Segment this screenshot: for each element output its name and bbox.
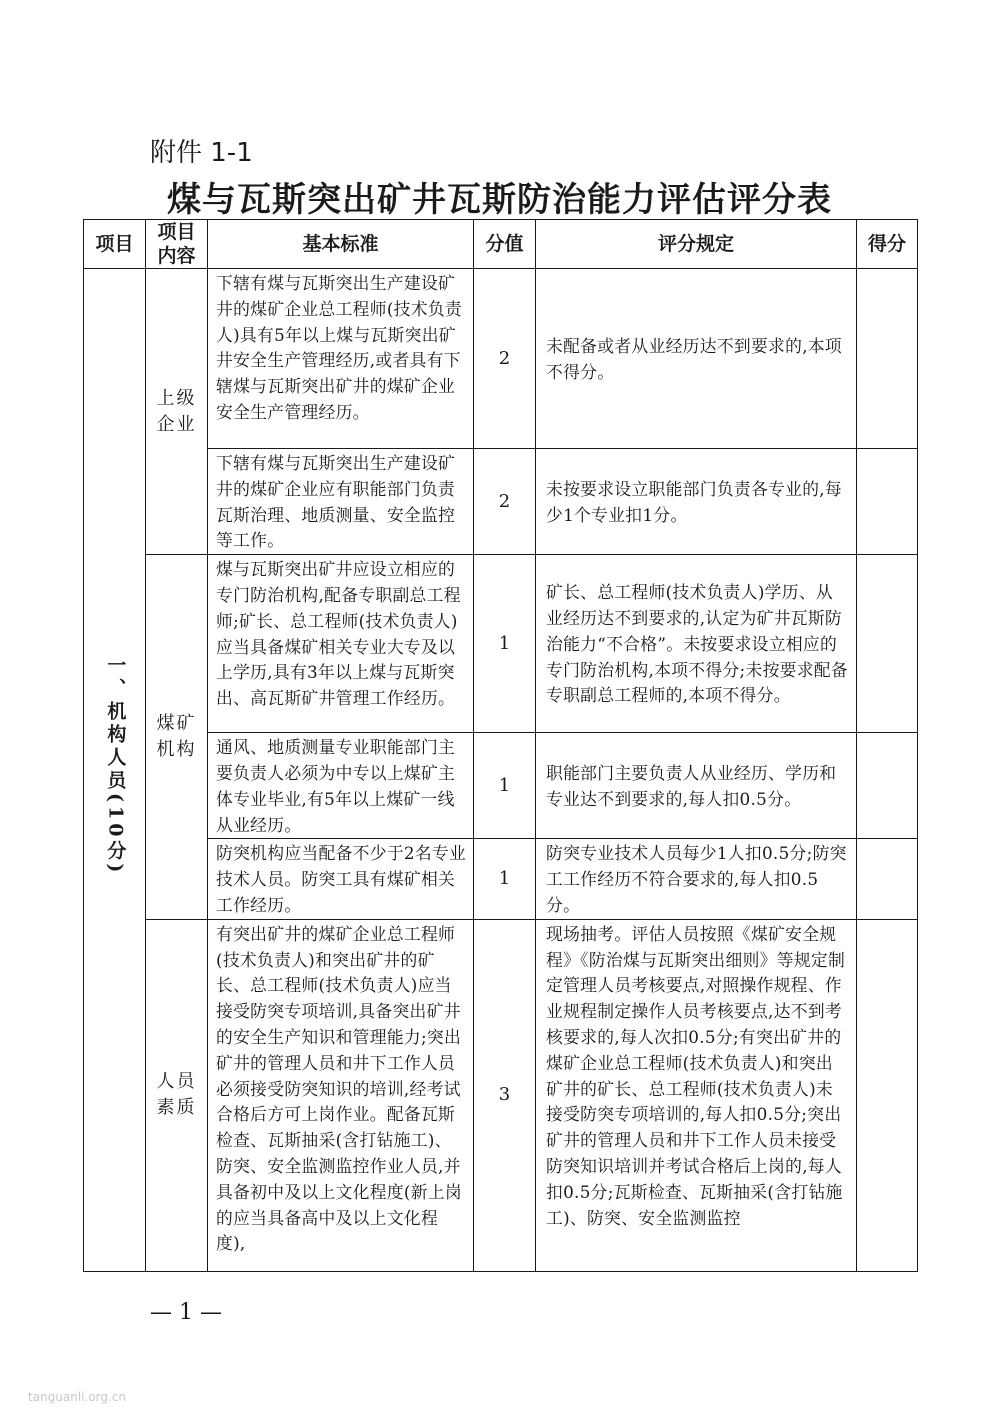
table-row (84, 449, 918, 555)
page-number: — 1 — (150, 1300, 222, 1325)
table-row (84, 269, 918, 449)
points-cell (857, 269, 918, 449)
points-cell (857, 919, 918, 1271)
score-cell: 1 (474, 839, 536, 919)
attachment-label: 附件 1-1 (150, 138, 253, 168)
score-cell: 1 (474, 555, 536, 733)
project-label: 一、机构人员(10分) (104, 655, 127, 877)
table-row (84, 555, 918, 733)
col-points: 得分 (857, 220, 918, 269)
standard-cell: 下辖有煤与瓦斯突出生产建设矿井的煤矿企业总工程师(技术负责人)具有5年以上煤与瓦斯突出矿井安全生产管理经历,或者具有下辖煤与瓦斯突出矿井的煤矿企业安全生产管理经历。 (208, 269, 474, 449)
group-cell (146, 555, 208, 920)
watermark: tanguanli.org.cn (28, 1390, 127, 1404)
rule-cell: 防突专业技术人员每少1人扣0.5分;防突工工作经历不符合要求的,每人扣0.5分。 (536, 839, 857, 919)
points-cell (857, 839, 918, 919)
rule-cell: 未配备或者从业经历达不到要求的,本项不得分。 (536, 269, 857, 449)
rule-cell: 矿长、总工程师(技术负责人)学历、从业经历达不到要求的,认定为矿井瓦斯防治能力“不合格”。未按要求设立相应的专门防治机构,本项不得分;未按要求配备专职副总工程师的,本项不得分。 (536, 555, 857, 733)
score-cell: 2 (474, 449, 536, 555)
group-name: 人员素质 (156, 1071, 197, 1119)
rule-cell: 未按要求设立职能部门负责各专业的,每少1个专业扣1分。 (536, 449, 857, 555)
score-table (83, 219, 918, 1272)
standard-cell: 通风、地质测量专业职能部门主要负责人必须为中专以上煤矿主体专业毕业,有5年以上煤矿一线从业经历。 (208, 733, 474, 839)
points-cell (857, 733, 918, 839)
score-cell: 3 (474, 919, 536, 1271)
group-cell (146, 919, 208, 1271)
points-cell (857, 449, 918, 555)
table-row (84, 733, 918, 839)
score-cell: 2 (474, 269, 536, 449)
project-cell (84, 269, 146, 1272)
standard-cell: 有突出矿井的煤矿企业总工程师(技术负责人)和突出矿井的矿长、总工程师(技术负责人)应当接受防突专项培训,具备突出矿井的安全生产知识和管理能力;突出矿井的管理人员和井下工作人员必须接受防突知识的培训,经考试合格后方可上岗作业。配备瓦斯检查、瓦斯抽采(含打钻施工)、防突、安全监测监控作业人员,并具备初中及以上文化程度(新上岗的应当具备高中及以上文化程度), (208, 919, 474, 1271)
col-project: 项目 (84, 220, 146, 269)
standard-cell: 防突机构应当配备不少于2名专业技术人员。防突工具有煤矿相关工作经历。 (208, 839, 474, 919)
col-content-line1: 项目 (157, 221, 196, 243)
col-standard: 基本标准 (208, 220, 474, 269)
points-cell (857, 555, 918, 733)
rule-cell: 现场抽考。评估人员按照《煤矿安全规程》《防治煤与瓦斯突出细则》等规定制定管理人员考核要点,对照操作规程、作业规程制定操作人员考核要点,达不到考核要求的,每人次扣0.5分;有突出矿井的煤矿企业总工程师(技术负责人)和突出矿井的矿长、总工程师(技术负责人)未接受防突专项培训的,每人扣0.5分;突出矿井的管理人员和井下工作人员未接受防突知识培训并考试合格后上岗的,每人扣0.5分;瓦斯检查、瓦斯抽采(含打钻施工)、防突、安全监测监控 (536, 919, 857, 1271)
col-content (146, 220, 208, 269)
col-rule: 评分规定 (536, 220, 857, 269)
col-content-line2: 内容 (157, 245, 196, 267)
rule-cell: 职能部门主要负责人从业经历、学历和专业达不到要求的,每人扣0.5分。 (536, 733, 857, 839)
col-score: 分值 (474, 220, 536, 269)
page-title: 煤与瓦斯突出矿井瓦斯防治能力评估评分表 (167, 180, 832, 220)
standard-cell: 煤与瓦斯突出矿井应设立相应的专门防治机构,配备专职副总工程师;矿长、总工程师(技术负责人)应当具备煤矿相关专业大专及以上学历,具有3年以上煤与瓦斯突出、高瓦斯矿井管理工作经历。 (208, 555, 474, 733)
group-name: 煤矿机构 (156, 712, 197, 760)
score-cell: 1 (474, 733, 536, 839)
standard-cell: 下辖有煤与瓦斯突出生产建设矿井的煤矿企业应有职能部门负责瓦斯治理、地质测量、安全监控等工作。 (208, 449, 474, 555)
header-row (84, 220, 918, 269)
table-row (84, 839, 918, 919)
group-name: 上级企业 (156, 387, 197, 435)
table-row (84, 919, 918, 1271)
group-cell (146, 269, 208, 555)
